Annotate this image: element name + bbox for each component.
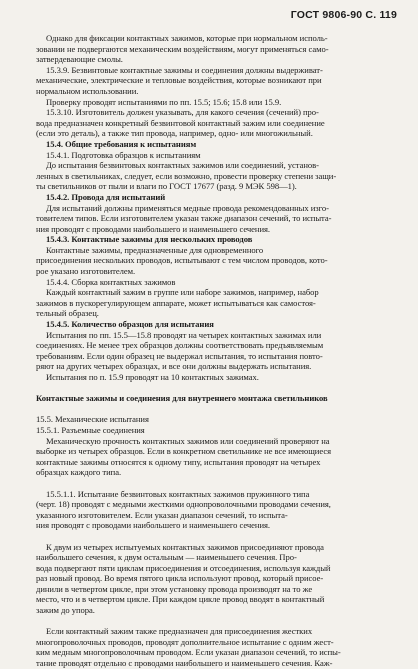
text-line: 15.5. Механические испытания: [36, 414, 149, 425]
text-line: 15.4.5. Количество образцов для испытания: [46, 319, 214, 330]
text-line: многопроволочных проводов, проводят дополнительное испытание с одним жест-: [36, 636, 334, 647]
text-line: Контактные зажимы и соединения для внутреннего монтажа светильников: [36, 393, 328, 404]
text-line: ния проводят с проводами наибольшего и наименьшего сечения.: [36, 223, 271, 234]
text-line: затвердевающие смолы.: [36, 54, 123, 65]
text-line: присоединения нескольких проводов, испытывают с тем числом проводов, кото-: [36, 255, 328, 266]
text-line: ленных в светильниках, следует, если возможно, провести проверку степени защи-: [36, 170, 337, 181]
text-line: требованиям. Если один образец не выдержал испытания, то испытания повто-: [36, 350, 323, 361]
text-line: вода подвергают пяти циклам присоединения и отсоединения, используя каждый: [36, 562, 331, 573]
text-line: место, что и в четвертом цикле. При каждом цикле провод вводят в контактный: [36, 594, 325, 605]
text-line: Однако для фиксации контактных зажимов, которые при нормальном исполь-: [46, 33, 328, 43]
text-line: ким медным многопроволочным проводом. Если указан диапазон сечений, то испы-: [36, 647, 341, 658]
text-line: Проверку проводят испытаниями по пп. 15.5; 15.6; 15.8 или 15.9.: [46, 96, 282, 107]
text-line: механические, электрические и тепловые воздействия, которые возникают при: [36, 75, 322, 86]
text-line: раз новый провод. Во время пятого цикла используют провод, который присое-: [36, 573, 324, 584]
text-line: зажимов в пускорегулирующем аппарате, может испытываться как самостоя-: [36, 297, 316, 308]
text-line: 15.4. Общие требования к испытаниям: [46, 138, 197, 149]
text-line: (черт. 18) проводят с медными жесткими однопроволочными проводами сечения,: [36, 499, 331, 510]
blank-line: [36, 404, 397, 415]
blank-line: [36, 616, 397, 627]
blank-line: [36, 383, 397, 394]
text-line: тельный образец.: [36, 308, 99, 319]
text-line: рое указано изготовителем.: [36, 266, 136, 277]
text-line: ния проводят с проводами наибольшего и наименьшего сечения.: [36, 520, 271, 531]
text-line: Для испытаний должны применяться медные провода рекомендованных изго-: [46, 202, 329, 213]
text-line: зажим до упора.: [36, 605, 95, 616]
text-line: Испытания по п. 15.9 проводят на 10 контактных зажимах.: [46, 372, 259, 382]
text-line: 15.3.10. Изготовитель должен указывать, для какого сечения (сечений) про-: [46, 107, 319, 118]
document-body: [36, 33, 397, 669]
text-line: выборке из четырех образцов. Если в конкретном светильнике не все имеющиеся: [36, 446, 332, 457]
text-line: (если это деталь), а также тип провода, например, одно- или многожильный.: [36, 128, 313, 139]
text-line: Механическую прочность контактных зажимов или соединений проверяют на: [46, 435, 330, 446]
text-line: Контактные зажимы, предназначенные для одновременного: [46, 244, 264, 255]
text-line: 15.5.1. Разъемные соединения: [36, 424, 145, 435]
text-line: указанного изготовителем. Если указан диапазон сечений, то испыта-: [36, 509, 288, 520]
blank-line: [36, 478, 397, 489]
text-line: динили в четвертом цикле, при этом установку провода производят на то же: [36, 583, 313, 594]
text-line: 15.4.4. Сборка контактных зажимов: [46, 276, 176, 287]
text-line: вода предназначен конкретный безвинтовой контактный зажим или соединение: [36, 117, 325, 128]
text-line: контактные зажимы относятся к одному типу, испытания проводят на четырех: [36, 456, 321, 467]
text-line: 15.3.9. Безвинтовые контактные зажимы и соединения должны выдерживат-: [46, 64, 323, 75]
text-line: 15.4.1. Подготовка образцов к испытаниям: [46, 149, 201, 160]
text-line: соединениях. Не менее трех образцов должны соответствовать предъявляемым: [36, 340, 324, 351]
page-header: ГОСТ 9806-90 С. 119: [290, 9, 397, 21]
text-line: зовании не подвергаются механическим воздействиям, могут применяться само-: [36, 43, 329, 54]
text-line: нормальном использовании.: [36, 85, 139, 96]
text-line: Испытания по пп. 15.5—15.8 проводят на четырех контактных зажимах или: [46, 329, 322, 340]
text-line: Если контактный зажим также предназначен для присоединения жестких: [46, 626, 313, 637]
blank-line: [36, 531, 397, 542]
text-line: образцах каждого типа.: [36, 467, 122, 478]
text-line: 15.4.3. Контактные зажимы для нескольких проводов: [46, 234, 253, 245]
text-line: К двум из четырех испытуемых контактных зажимов присоединяют провода: [46, 541, 324, 552]
text-line: 15.5.1.1. Испытание безвинтовых контактных зажимов пружинного типа: [46, 488, 310, 499]
text-line: До испытания безвинтовых контактных зажимов или соединений, установ-: [46, 160, 319, 171]
text-line: ряют на других четырех образцах, и все они должны выдержать испытания.: [36, 361, 312, 372]
text-line: 15.4.2. Провода для испытаний: [46, 191, 166, 202]
text-line: ты светильников от пыли и влаги по ГОСТ 17677 (разд. 9 МЭК 598—1).: [36, 181, 297, 192]
text-line: тание проводят отдельно с проводами наибольшего и наименьшего сечения. Каж-: [36, 658, 333, 669]
text-line: Каждый контактный зажим в группе или наборе зажимов, например, набор: [46, 287, 319, 298]
text-line: товителем типов. Если изготовителем указан также диапазон сечений, то испыта-: [36, 213, 332, 224]
text-line: наибольшего сечения, к двум остальным — наименьшего сечения. Про-: [36, 552, 297, 563]
